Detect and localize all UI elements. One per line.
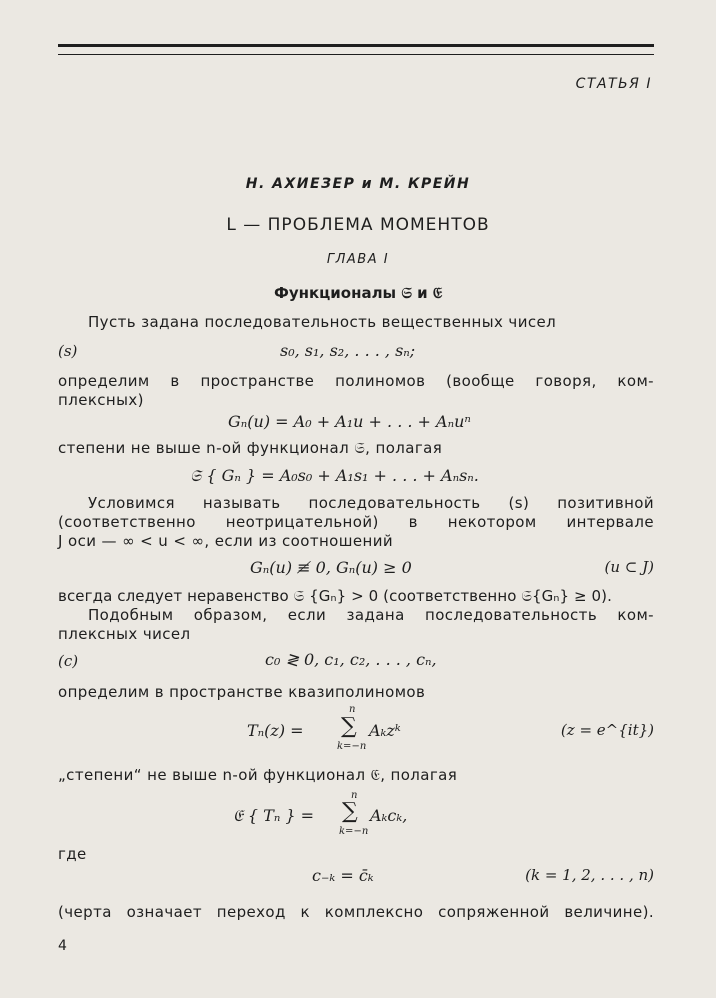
paragraph-line: „степени“ не выше n-ой функционал 𝔈, полагая	[58, 766, 458, 784]
paragraph-line: определим в пространстве полиномов (вообще говоря, ком-	[58, 372, 654, 390]
sum-lower-limit: k=−n	[337, 741, 367, 752]
sum-symbol: ∑	[341, 714, 357, 739]
paragraph-line: (черта означает переход к комплексно сопряженной величине).	[58, 903, 654, 921]
article-title: L — ПРОБЛЕМА МОМЕНТОВ	[226, 215, 490, 235]
equation-c-lhs: 𝔈 { Tₙ } =	[233, 806, 315, 825]
sequence-label: (s)	[58, 342, 78, 360]
paragraph-line: где	[58, 845, 87, 863]
sum-lower-limit: k=−n	[339, 826, 369, 837]
sum-symbol: ∑	[342, 799, 358, 824]
authors: Н. АХИЕЗЕР и М. КРЕЙН	[245, 176, 471, 192]
chapter-heading: ГЛАВА I	[326, 252, 390, 267]
paragraph-line: плексных чисел	[58, 625, 191, 643]
section-heading: Функционалы 𝔖 и 𝔈	[273, 284, 443, 302]
running-header: СТАТЬЯ I	[575, 76, 652, 92]
header-rule-thin	[58, 54, 654, 55]
paragraph-line: плексных)	[58, 391, 144, 409]
sequence-s: s₀, s₁, s₂, . . . , sₙ;	[280, 341, 416, 360]
z-label: (z = e^{it})	[560, 721, 654, 739]
paragraph-line: J оси — ∞ < u < ∞, если из соотношений	[58, 532, 393, 550]
sum-upper-limit: n	[349, 704, 356, 715]
condition-label: (u ⊂ J)	[604, 558, 654, 576]
header-rule-thick	[58, 44, 654, 47]
equation-tn-lhs: Tₙ(z) =	[247, 721, 304, 740]
sequence-c: c₀ ≷ 0, c₁, c₂, . . . , cₙ,	[265, 650, 437, 669]
paragraph-line: степени не выше n-ой функционал 𝔖, полагая	[58, 439, 443, 457]
equation-s-functional: 𝔖 { Gₙ } = A₀s₀ + A₁s₁ + . . . + Aₙsₙ.	[190, 466, 479, 485]
equation-tn-rhs: Aₖzᵏ	[369, 721, 401, 740]
paragraph-line: Подобным образом, если задана последовательность ком-	[88, 606, 654, 624]
equation-c-rhs: Aₖcₖ,	[370, 806, 408, 825]
paragraph-line: всегда следует неравенство 𝔖 {Gₙ} > 0 (соответственно 𝔖{Gₙ} ≥ 0).	[58, 587, 612, 605]
equation-condition: Gₙ(u) ≢ 0, Gₙ(u) ≥ 0	[250, 558, 412, 577]
page-number: 4	[58, 938, 67, 954]
sequence-label: (c)	[58, 652, 79, 670]
paragraph-line: Условимся называть последовательность (s) позитивной	[88, 494, 654, 512]
sum-upper-limit: n	[351, 790, 358, 801]
equation-gn: Gₙ(u) = A₀ + A₁u + . . . + Aₙuⁿ	[228, 412, 471, 431]
paragraph-line: (соответственно неотрицательной) в некотором интервале	[58, 513, 654, 531]
equation-conjugate: c₋ₖ = c̄ₖ	[312, 866, 374, 885]
paragraph-line: Пусть задана последовательность вещественных чисел	[88, 313, 557, 331]
k-label: (k = 1, 2, . . . , n)	[525, 866, 654, 884]
paragraph-line: определим в пространстве квазиполиномов	[58, 683, 426, 701]
